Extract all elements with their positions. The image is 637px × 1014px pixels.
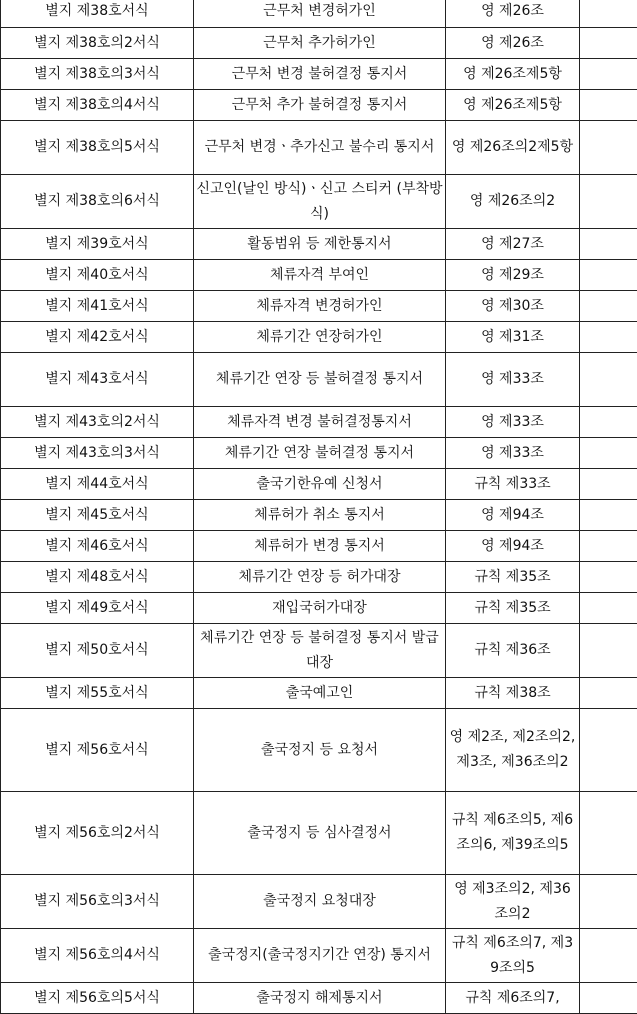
table-row — [1, 121, 637, 175]
table-row — [1, 983, 637, 1014]
form-number-cell: 별지 제38호의4서식 — [1, 90, 194, 121]
table-row — [1, 531, 637, 562]
form-number-cell: 별지 제56호의2서식 — [1, 792, 194, 875]
blank-cell — [580, 929, 637, 983]
form-number-cell: 별지 제40호서식 — [1, 260, 194, 291]
blank-cell — [580, 90, 637, 121]
legal-basis-cell: 영 제33조 — [446, 438, 580, 469]
form-number-cell: 별지 제56호의4서식 — [1, 929, 194, 983]
form-number-cell: 별지 제49호서식 — [1, 593, 194, 624]
legal-basis-cell: 영 제26조 — [446, 28, 580, 59]
legal-basis-cell: 영 제94조 — [446, 531, 580, 562]
table-row — [1, 90, 637, 121]
legal-basis-cell: 영 제26조의2제5항 — [446, 121, 580, 175]
legal-basis-cell: 규칙 제33조 — [446, 469, 580, 500]
form-title-cell: 근무처 변경허가인 — [194, 0, 446, 28]
form-number-cell: 별지 제45호서식 — [1, 500, 194, 531]
table-row — [1, 28, 637, 59]
form-number-cell: 별지 제56호의3서식 — [1, 875, 194, 929]
blank-cell — [580, 291, 637, 322]
blank-cell — [580, 709, 637, 792]
legal-basis-cell: 규칙 제6조의5, 제6조의6, 제39조의5 — [446, 792, 580, 875]
forms-table-body — [1, 0, 637, 1014]
table-row — [1, 500, 637, 531]
form-number-cell: 별지 제56호서식 — [1, 709, 194, 792]
table-row — [1, 593, 637, 624]
form-number-cell: 별지 제55호서식 — [1, 678, 194, 709]
blank-cell — [580, 678, 637, 709]
form-number-cell: 별지 제41호서식 — [1, 291, 194, 322]
table-row — [1, 322, 637, 353]
form-title-cell: 근무처 변경ㆍ추가신고 불수리 통지서 — [194, 121, 446, 175]
form-number-cell: 별지 제48호서식 — [1, 562, 194, 593]
table-row — [1, 469, 637, 500]
table-row — [1, 792, 637, 875]
blank-cell — [580, 322, 637, 353]
form-number-cell: 별지 제46호서식 — [1, 531, 194, 562]
blank-cell — [580, 792, 637, 875]
blank-cell — [580, 0, 637, 28]
form-number-cell: 별지 제38호의2서식 — [1, 28, 194, 59]
form-title-cell: 신고인(날인 방식)ㆍ신고 스티커 (부착방식) — [194, 175, 446, 229]
legal-basis-cell: 영 제33조 — [446, 353, 580, 407]
table-row — [1, 407, 637, 438]
form-title-cell: 재입국허가대장 — [194, 593, 446, 624]
legal-basis-cell: 규칙 제35조 — [446, 562, 580, 593]
table-row — [1, 229, 637, 260]
legal-basis-cell: 규칙 제6조의7, — [446, 983, 580, 1014]
legal-basis-cell: 규칙 제6조의7, 제39조의5 — [446, 929, 580, 983]
table-row — [1, 291, 637, 322]
form-number-cell: 별지 제38호서식 — [1, 0, 194, 28]
form-number-cell: 별지 제50호서식 — [1, 624, 194, 678]
legal-basis-cell: 영 제3조의2, 제36조의2 — [446, 875, 580, 929]
table-row — [1, 438, 637, 469]
form-number-cell: 별지 제44호서식 — [1, 469, 194, 500]
table-row — [1, 175, 637, 229]
blank-cell — [580, 229, 637, 260]
form-number-cell: 별지 제38호의3서식 — [1, 59, 194, 90]
legal-basis-cell: 영 제2조, 제2조의2, 제3조, 제36조의2 — [446, 709, 580, 792]
table-row — [1, 0, 637, 28]
form-title-cell: 근무처 추가허가인 — [194, 28, 446, 59]
legal-basis-cell: 영 제29조 — [446, 260, 580, 291]
blank-cell — [580, 353, 637, 407]
table-row — [1, 875, 637, 929]
legal-basis-cell: 영 제31조 — [446, 322, 580, 353]
table-row — [1, 678, 637, 709]
blank-cell — [580, 438, 637, 469]
legal-basis-cell: 영 제26조의2 — [446, 175, 580, 229]
blank-cell — [580, 121, 637, 175]
form-number-cell: 별지 제38호의5서식 — [1, 121, 194, 175]
legal-basis-cell: 규칙 제38조 — [446, 678, 580, 709]
blank-cell — [580, 500, 637, 531]
legal-basis-cell: 영 제27조 — [446, 229, 580, 260]
blank-cell — [580, 59, 637, 90]
table-row — [1, 260, 637, 291]
table-row — [1, 929, 637, 983]
form-title-cell: 출국정지 등 요청서 — [194, 709, 446, 792]
legal-basis-cell: 영 제30조 — [446, 291, 580, 322]
blank-cell — [580, 28, 637, 59]
form-title-cell: 출국정지 등 심사결정서 — [194, 792, 446, 875]
blank-cell — [580, 593, 637, 624]
form-title-cell: 출국예고인 — [194, 678, 446, 709]
table-row — [1, 59, 637, 90]
blank-cell — [580, 469, 637, 500]
blank-cell — [580, 624, 637, 678]
form-title-cell: 체류기간 연장허가인 — [194, 322, 446, 353]
form-number-cell: 별지 제56호의5서식 — [1, 983, 194, 1014]
form-title-cell: 체류자격 부여인 — [194, 260, 446, 291]
legal-basis-cell: 영 제94조 — [446, 500, 580, 531]
table-row — [1, 353, 637, 407]
form-title-cell: 출국정지 해제통지서 — [194, 983, 446, 1014]
form-title-cell: 출국정지(출국정지기간 연장) 통지서 — [194, 929, 446, 983]
form-title-cell: 출국정지 요청대장 — [194, 875, 446, 929]
form-title-cell: 체류기간 연장 불허결정 통지서 — [194, 438, 446, 469]
blank-cell — [580, 875, 637, 929]
form-title-cell: 근무처 추가 불허결정 통지서 — [194, 90, 446, 121]
table-row — [1, 624, 637, 678]
table-row — [1, 709, 637, 792]
blank-cell — [580, 407, 637, 438]
form-number-cell: 별지 제43호의3서식 — [1, 438, 194, 469]
form-title-cell: 체류기간 연장 등 불허결정 통지서 발급대장 — [194, 624, 446, 678]
legal-basis-cell: 영 제26조제5항 — [446, 59, 580, 90]
form-title-cell: 체류자격 변경허가인 — [194, 291, 446, 322]
form-title-cell: 체류기간 연장 등 불허결정 통지서 — [194, 353, 446, 407]
form-number-cell: 별지 제38호의6서식 — [1, 175, 194, 229]
form-title-cell: 활동범위 등 제한통지서 — [194, 229, 446, 260]
blank-cell — [580, 983, 637, 1014]
legal-basis-cell: 영 제33조 — [446, 407, 580, 438]
legal-basis-cell: 규칙 제36조 — [446, 624, 580, 678]
form-title-cell: 근무처 변경 불허결정 통지서 — [194, 59, 446, 90]
legal-basis-cell: 영 제26조 — [446, 0, 580, 28]
blank-cell — [580, 562, 637, 593]
form-title-cell: 출국기한유예 신청서 — [194, 469, 446, 500]
blank-cell — [580, 175, 637, 229]
form-number-cell: 별지 제43호의2서식 — [1, 407, 194, 438]
form-number-cell: 별지 제42호서식 — [1, 322, 194, 353]
blank-cell — [580, 531, 637, 562]
form-title-cell: 체류기간 연장 등 허가대장 — [194, 562, 446, 593]
form-title-cell: 체류허가 변경 통지서 — [194, 531, 446, 562]
form-number-cell: 별지 제39호서식 — [1, 229, 194, 260]
form-title-cell: 체류자격 변경 불허결정통지서 — [194, 407, 446, 438]
form-title-cell: 체류허가 취소 통지서 — [194, 500, 446, 531]
legal-basis-cell: 규칙 제35조 — [446, 593, 580, 624]
blank-cell — [580, 260, 637, 291]
legal-basis-cell: 영 제26조제5항 — [446, 90, 580, 121]
table-row — [1, 562, 637, 593]
form-number-cell: 별지 제43호서식 — [1, 353, 194, 407]
